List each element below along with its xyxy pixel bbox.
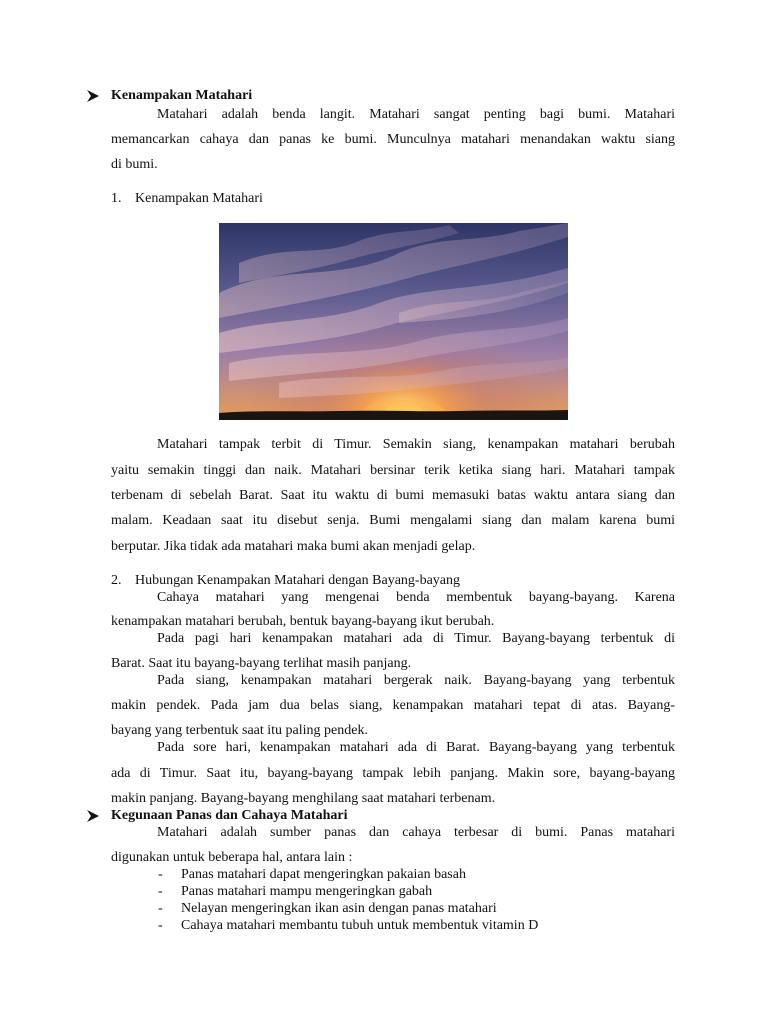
list-marker: -: [158, 884, 163, 899]
intro-line: memancarkan cahaya dan panas ke bumi. Munculnya matahari menandakan waktu siang: [111, 132, 675, 147]
list-marker: -: [158, 901, 163, 916]
arrow-bullet-icon: [86, 89, 100, 103]
section-heading: Kenampakan Matahari: [111, 88, 253, 103]
paragraph-line: terbenam di sebelah Barat. Saat itu waktu di bumi memasuki batas waktu antara siang dan: [111, 488, 675, 503]
intro-line: digunakan untuk beberapa hal, antara lain :: [111, 850, 353, 865]
paragraph-line: Pada sore hari, kenampakan matahari ada di Barat. Bayang-bayang yang terbentuk: [157, 740, 675, 755]
paragraph-line: ada di Timur. Saat itu, bayang-bayang tampak lebih panjang. Makin sore, bayang-bayang: [111, 766, 675, 781]
list-item: Cahaya matahari membantu tubuh untuk membentuk vitamin D: [181, 918, 539, 933]
item-title: Kenampakan Matahari: [135, 191, 263, 206]
intro-line: Matahari adalah benda langit. Matahari sangat penting bagi bumi. Matahari: [157, 107, 675, 122]
intro-line: Matahari adalah sumber panas dan cahaya terbesar di bumi. Panas matahari: [157, 825, 675, 840]
list-marker: -: [158, 918, 163, 933]
list-item: Panas matahari dapat mengeringkan pakaian basah: [181, 867, 466, 882]
item-number: 2.: [111, 573, 122, 588]
paragraph-line: Pada siang, kenampakan matahari bergerak naik. Bayang-bayang yang terbentuk: [157, 673, 675, 688]
item-number: 1.: [111, 191, 122, 206]
paragraph-line: yaitu semakin tinggi dan naik. Matahari bersinar terik ketika siang hari. Matahari tampak: [111, 463, 675, 478]
section-heading: Kegunaan Panas dan Cahaya Matahari: [111, 808, 348, 823]
paragraph-line: kenampakan matahari berubah, bentuk bayang-bayang ikut berubah.: [111, 614, 495, 629]
list-item: Nelayan mengeringkan ikan asin dengan panas matahari: [181, 901, 497, 916]
arrow-bullet-icon: [86, 809, 100, 823]
paragraph-line: bayang yang terbentuk saat itu paling pendek.: [111, 723, 368, 738]
paragraph-line: Barat. Saat itu bayang-bayang terlihat masih panjang.: [111, 656, 412, 671]
paragraph-line: makin panjang. Bayang-bayang menghilang saat matahari terbenam.: [111, 791, 496, 806]
paragraph-line: Cahaya matahari yang mengenai benda membentuk bayang-bayang. Karena: [157, 590, 675, 605]
paragraph-line: makin pendek. Pada jam dua belas siang, kenampakan matahari tepat di atas. Bayang-: [111, 698, 675, 713]
list-item: Panas matahari mampu mengeringkan gabah: [181, 884, 433, 899]
paragraph-line: berputar. Jika tidak ada matahari maka bumi akan menjadi gelap.: [111, 539, 476, 554]
paragraph-line: Pada pagi hari kenampakan matahari ada di Timur. Bayang-bayang terbentuk di: [157, 631, 675, 646]
paragraph-line: Matahari tampak terbit di Timur. Semakin siang, kenampakan matahari berubah: [157, 437, 675, 452]
intro-line: di bumi.: [111, 157, 158, 172]
paragraph-line: malam. Keadaan saat itu disebut senja. Bumi mengalami siang dan malam karena bumi: [111, 513, 675, 528]
list-marker: -: [158, 867, 163, 882]
item-title: Hubungan Kenampakan Matahari dengan Bayang-bayang: [135, 573, 460, 588]
sunset-sky-photo: [219, 223, 568, 420]
